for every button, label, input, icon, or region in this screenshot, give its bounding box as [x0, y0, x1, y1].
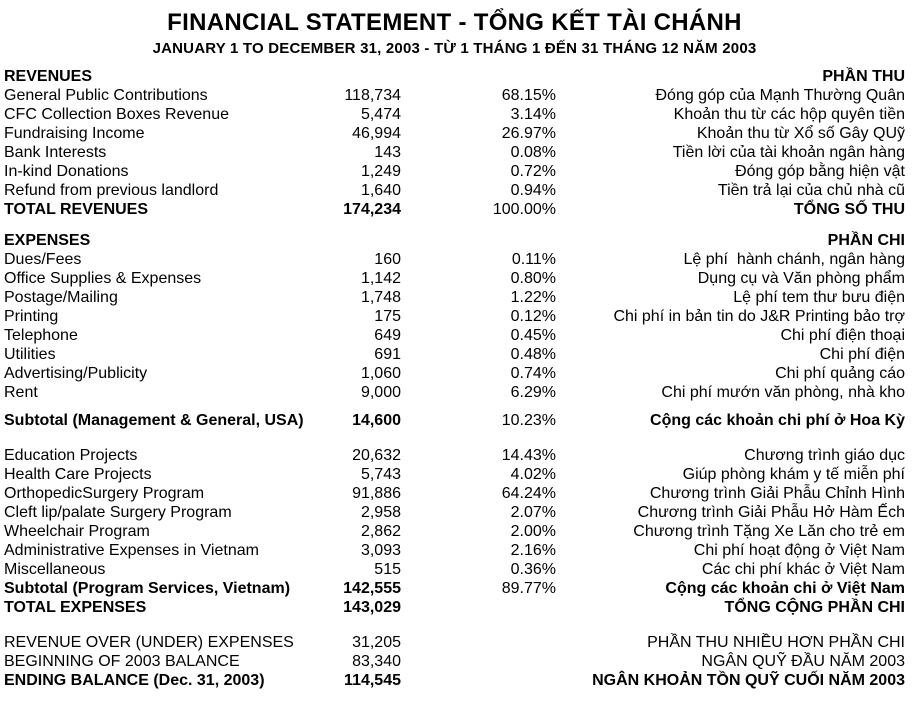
- cell-amount: 1,142: [360, 270, 401, 287]
- expense-row: [4, 307, 905, 326]
- cell-percent: 0.80%: [510, 270, 556, 287]
- cell-label-en: Postage/Mailing: [4, 289, 118, 306]
- cell-percent: [401, 633, 556, 652]
- financial-table: [4, 67, 905, 690]
- expense-row: [4, 503, 905, 522]
- net-revenue-row: [4, 633, 905, 652]
- cell-label-vi: Chương trình Giải Phẫu Hở Hàm Ếch: [637, 504, 905, 521]
- cell-label-vi: TỔNG SỐ THU: [793, 201, 905, 218]
- cell-amount: 143,029: [343, 599, 401, 616]
- cell-label-en: Telephone: [4, 327, 78, 344]
- cell-percent: [401, 67, 556, 86]
- cell-label-en: Office Supplies & Expenses: [4, 270, 202, 287]
- cell-label-vi: Tiền lời của tài khoản ngân hàng: [672, 144, 905, 161]
- cell-amount: 143: [374, 144, 401, 161]
- cell-percent: 0.48%: [510, 346, 556, 363]
- cell-label-en: TOTAL EXPENSES: [4, 599, 147, 616]
- expense-row: [4, 345, 905, 364]
- cell-label-vi: Chi phí in bản tin do J&R Printing bảo trợ: [613, 308, 905, 325]
- cell-amount: 649: [374, 327, 401, 344]
- cell-percent: 0.08%: [510, 144, 556, 161]
- cell-percent: 100.00%: [492, 201, 556, 218]
- cell-percent: 3.14%: [510, 106, 556, 123]
- cell-percent: 2.07%: [510, 504, 556, 521]
- cell-label-vi: NGÂN QUỸ ĐẦU NĂM 2003: [701, 653, 905, 670]
- cell-label-en: Rent: [4, 384, 38, 401]
- cell-amount: [329, 231, 401, 250]
- cell-amount: 2,862: [360, 523, 401, 540]
- cell-label-en: EXPENSES: [4, 232, 91, 249]
- cell-percent: 0.45%: [510, 327, 556, 344]
- cell-amount: 515: [374, 561, 401, 578]
- cell-amount: 691: [374, 346, 401, 363]
- cell-amount: 1,748: [360, 289, 401, 306]
- cell-label-en: Cleft lip/palate Surgery Program: [4, 504, 232, 521]
- cell-label-en: Printing: [4, 308, 59, 325]
- balance-summary-section: [4, 633, 905, 690]
- cell-percent: 0.72%: [510, 163, 556, 180]
- cell-amount: 1,060: [360, 365, 401, 382]
- expenses-vietnam-section: [4, 446, 905, 617]
- expense-row: [4, 364, 905, 383]
- cell-label-en: BEGINNING OF 2003 BALANCE: [4, 653, 240, 670]
- revenues-section: [4, 67, 905, 219]
- page-title: FINANCIAL STATEMENT - TỔNG KẾT TÀI CHÁNH: [167, 9, 742, 36]
- cell-amount: 175: [374, 308, 401, 325]
- cell-label-vi: Chương trình giáo dục: [744, 447, 905, 464]
- cell-percent: 0.94%: [510, 182, 556, 199]
- cell-amount: 14,600: [352, 412, 401, 429]
- cell-percent: 0.12%: [510, 308, 556, 325]
- revenue-row: [4, 143, 905, 162]
- cell-percent: 26.97%: [501, 125, 556, 142]
- cell-percent: 0.36%: [510, 561, 556, 578]
- cell-label-vi: Tiền trả lại của chủ nhà cũ: [717, 182, 905, 199]
- cell-amount: 5,474: [360, 106, 401, 123]
- cell-label-en: In-kind Donations: [4, 163, 129, 180]
- expenses-header-row: [4, 231, 905, 250]
- cell-percent: 1.22%: [510, 289, 556, 306]
- cell-label-vi: Giúp phòng khám y tế miễn phí: [682, 466, 905, 483]
- cell-percent: 89.77%: [501, 580, 556, 597]
- total-expenses-row: [4, 598, 905, 617]
- cell-label-vi: Dụng cụ và Văn phòng phẩm: [697, 270, 905, 287]
- cell-amount: 1,249: [360, 163, 401, 180]
- expense-row: [4, 446, 905, 465]
- cell-percent: 4.02%: [510, 466, 556, 483]
- cell-amount: 31,205: [352, 634, 401, 651]
- cell-label-vi: Các chi phí khác ở Việt Nam: [701, 561, 905, 578]
- cell-label-vi: TỔNG CỘNG PHẦN CHI: [724, 599, 905, 616]
- page-subtitle: JANUARY 1 TO DECEMBER 31, 2003 - TỪ 1 THÁNG 1 ĐẾN 31 THÁNG 12 NĂM 2003: [152, 40, 757, 57]
- cell-label-vi: PHẦN THU NHIỀU HƠN PHẦN CHI: [647, 634, 905, 651]
- revenue-row: [4, 162, 905, 181]
- ending-balance-row: [4, 671, 905, 690]
- cell-percent: 0.74%: [510, 365, 556, 382]
- cell-percent: 0.11%: [511, 251, 556, 268]
- expense-row: [4, 541, 905, 560]
- subtotal-usa-row: [4, 411, 905, 430]
- cell-percent: [401, 671, 556, 690]
- cell-label-vi: PHẦN CHI: [827, 232, 905, 249]
- cell-label-en: Bank Interests: [4, 144, 107, 161]
- expense-row: [4, 560, 905, 579]
- cell-label-vi: Cộng các khoản chi phí ở Hoa Kỳ: [650, 412, 905, 429]
- beginning-balance-row: [4, 652, 905, 671]
- cell-label-vi: Đóng góp của Mạnh Thường Quân: [655, 87, 905, 104]
- cell-amount: 9,000: [360, 384, 401, 401]
- cell-amount: 83,340: [352, 653, 401, 670]
- cell-label-en: CFC Collection Boxes Revenue: [4, 106, 229, 123]
- cell-label-en: TOTAL REVENUES: [4, 201, 149, 218]
- cell-percent: 64.24%: [501, 485, 556, 502]
- cell-label-en: Refund from previous landlord: [4, 182, 219, 199]
- cell-label-en: Wheelchair Program: [4, 523, 150, 540]
- cell-label-vi: Lệ phí tem thư bưu điện: [733, 289, 905, 306]
- cell-percent: 10.23%: [501, 412, 556, 429]
- cell-percent: 68.15%: [501, 87, 556, 104]
- revenue-row: [4, 181, 905, 200]
- cell-label-en: REVENUE OVER (UNDER) EXPENSES: [4, 634, 294, 651]
- expense-row: [4, 484, 905, 503]
- cell-amount: 174,234: [343, 201, 401, 218]
- cell-label-vi: Cộng các khoản chi ở Việt Nam: [665, 580, 905, 597]
- cell-label-en: Utilities: [4, 346, 56, 363]
- cell-amount: 5,743: [360, 466, 401, 483]
- cell-amount: 118,734: [344, 87, 401, 104]
- expense-row: [4, 250, 905, 269]
- cell-label-en: ENDING BALANCE (Dec. 31, 2003): [4, 672, 265, 689]
- cell-amount: 114,545: [344, 672, 401, 689]
- cell-percent: 2.16%: [510, 542, 556, 559]
- revenue-row: [4, 124, 905, 143]
- cell-label-vi: Chi phí hoạt động ở Việt Nam: [693, 542, 905, 559]
- cell-label-en: Health Care Projects: [4, 466, 152, 483]
- cell-label-en: Miscellaneous: [4, 561, 106, 578]
- expenses-usa-subtotal-section: [4, 411, 905, 430]
- cell-label-vi: Chi phí quảng cáo: [775, 365, 905, 382]
- expense-row: [4, 522, 905, 541]
- revenues-header-row: [4, 67, 905, 86]
- cell-label-en: Fundraising Income: [4, 125, 145, 142]
- cell-label-vi: Chi phí điện thoại: [780, 327, 905, 344]
- cell-amount: 142,555: [343, 580, 401, 597]
- cell-amount: 91,886: [352, 485, 401, 502]
- subtotal-vietnam-row: [4, 579, 905, 598]
- expense-row: [4, 383, 905, 402]
- cell-percent: [401, 652, 556, 671]
- expenses-usa-section: [4, 231, 905, 402]
- cell-label-en: Subtotal (Program Services, Vietnam): [4, 580, 291, 597]
- expense-row: [4, 326, 905, 345]
- expense-row: [4, 269, 905, 288]
- cell-label-vi: Chi phí điện: [819, 346, 905, 363]
- cell-label-en: OrthopedicSurgery Program: [4, 485, 205, 502]
- cell-label-vi: Khoản thu từ các hộp quyên tiền: [673, 106, 905, 123]
- revenue-row: [4, 86, 905, 105]
- cell-amount: 1,640: [360, 182, 401, 199]
- cell-label-en: Education Projects: [4, 447, 138, 464]
- cell-percent: 2.00%: [510, 523, 556, 540]
- cell-label-vi: Đóng góp bằng hiện vật: [735, 163, 905, 180]
- expense-row: [4, 465, 905, 484]
- cell-label-en: Administrative Expenses in Vietnam: [4, 542, 259, 559]
- cell-label-en: Subtotal (Management & General, USA): [4, 412, 304, 429]
- cell-label-vi: Chi phí mướn văn phòng, nhà kho: [661, 384, 905, 401]
- cell-amount: 20,632: [352, 447, 401, 464]
- revenue-row: [4, 105, 905, 124]
- cell-amount: [329, 67, 401, 86]
- cell-label-en: Advertising/Publicity: [4, 365, 148, 382]
- cell-percent: [401, 598, 556, 617]
- cell-label-vi: Lệ phí hành chánh, ngân hàng: [683, 251, 905, 268]
- cell-amount: 46,994: [352, 125, 401, 142]
- total-revenues-row: [4, 200, 905, 219]
- cell-percent: 6.29%: [510, 384, 556, 401]
- cell-label-en: Dues/Fees: [4, 251, 82, 268]
- cell-amount: 2,958: [360, 504, 401, 521]
- expense-row: [4, 288, 905, 307]
- cell-percent: 14.43%: [501, 447, 556, 464]
- cell-label-vi: NGÂN KHOẢN TỒN QUỸ CUỐI NĂM 2003: [592, 672, 905, 689]
- cell-label-vi: Chương trình Tặng Xe Lăn cho trẻ em: [633, 523, 905, 540]
- cell-label-en: REVENUES: [4, 68, 93, 85]
- cell-label-vi: Chương trình Giải Phẫu Chỉnh Hình: [649, 485, 905, 502]
- cell-label-en: General Public Contributions: [4, 87, 208, 104]
- cell-label-vi: PHẦN THU: [822, 68, 905, 85]
- cell-percent: [401, 231, 556, 250]
- cell-amount: 3,093: [360, 542, 401, 559]
- cell-label-vi: Khoản thu từ Xổ số Gây QUỹ: [696, 125, 905, 142]
- cell-amount: 160: [374, 251, 401, 268]
